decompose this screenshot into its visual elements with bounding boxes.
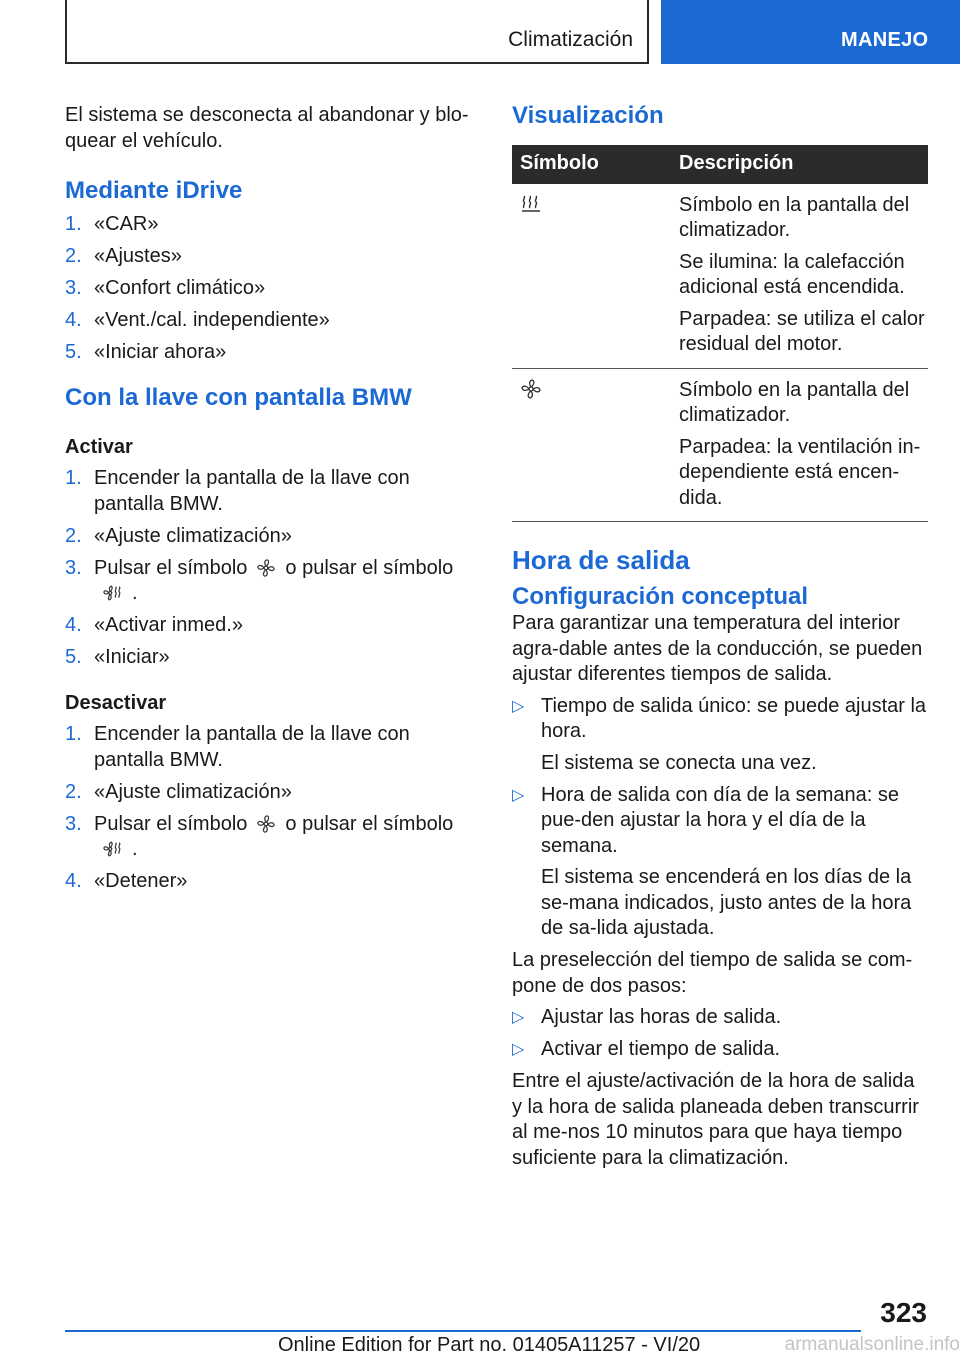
list-item: ▷ Tiempo de salida único: se puede ajustar la hora. El sistema se conecta una vez. [512, 694, 927, 774]
triangle-bullet-icon: ▷ [512, 786, 525, 804]
row-text: Símbolo en la pantalla del climatizador. [679, 193, 910, 241]
paragraph: La preselección del tiempo de salida se com-pone de dos pasos: [512, 949, 913, 997]
paragraph: Entre el ajuste/activación de la hora de salida y la hora de salida planeada deben transcurrir al me-nos 10 minutos para que haya tiempo suficiente para la climatización. [512, 1070, 919, 1169]
bullet-list [512, 1005, 928, 1063]
list-item: 1. «CAR» [65, 212, 159, 235]
table-header-description: Descripción [679, 145, 928, 184]
intro-paragraph: El sistema se desconecta al abandonar y blo-quear el vehículo. [65, 104, 469, 152]
list-item: 4. «Detener» [65, 870, 188, 892]
activar-steps [65, 466, 470, 671]
table-row [512, 184, 928, 369]
heading-bmw-key: Con la llave con pantalla BMW [65, 384, 412, 411]
list-item: 1. Encender la pantalla de la llave con pantalla BMW. [65, 723, 410, 771]
heading-activar: Activar [65, 435, 133, 458]
list-item: ▷ Hora de salida con día de la semana: se pue-den ajustar la hora y el día de la semana. El sistema se encenderá en los días de la se-mana indicados, justo antes de la hora de sa-lida ajustada. [512, 783, 912, 939]
bullet-list [512, 694, 928, 942]
row-text: Parpadea: la ventilación in-dependiente está encen-dida. [679, 435, 921, 509]
list-item: 2. «Ajustes» [65, 244, 182, 267]
fan-icon [255, 814, 277, 834]
list-item: 2. «Ajuste climatización» [65, 524, 292, 547]
page-number: 323 [880, 1297, 927, 1328]
heading-idrive: Mediante iDrive [65, 177, 243, 204]
list-item: 4. «Vent./cal. independiente» [65, 308, 330, 331]
triangle-bullet-icon: ▷ [512, 1009, 525, 1026]
header-section-title: Climatización [508, 28, 633, 51]
watermark: armanualsonline.info [784, 1334, 960, 1355]
desactivar-steps [65, 722, 470, 895]
header-chapter-tab[interactable] [661, 0, 960, 64]
list-item: 3. Pulsar el símbolo o pulsar el símbolo. [65, 812, 454, 860]
fan-icon [520, 378, 542, 400]
list-item: 4. «Activar inmed.» [65, 614, 243, 636]
triangle-bullet-icon: ▷ [512, 697, 525, 715]
header-chapter-label: MANEJO [841, 29, 929, 51]
right-column [512, 103, 928, 1171]
list-item: 1. Encender la pantalla de la llave con pantalla BMW. [65, 467, 410, 515]
idrive-steps [65, 212, 470, 366]
list-item: 3. «Confort climático» [65, 276, 266, 299]
fan-icon [255, 558, 277, 578]
list-item: 2. «Ajuste climatización» [65, 780, 292, 803]
heat-waves-icon [520, 193, 542, 215]
fan-heat-icon [102, 583, 124, 603]
list-item: 5. «Iniciar» [65, 646, 170, 668]
heading-desactivar: Desactivar [65, 691, 167, 714]
list-item: 3. Pulsar el símbolo o pulsar el símbolo. [65, 556, 454, 604]
table-header-symbol: Símbolo [512, 145, 679, 184]
row-text: Se ilumina: la calefacción adicional está encendida. [679, 250, 905, 298]
list-item: ▷ Ajustar las horas de salida. [512, 1005, 928, 1031]
fan-heat-icon [102, 839, 124, 859]
row-text: Parpadea: se utiliza el calor residual del motor. [679, 307, 925, 355]
heading-configuracion: Configuración conceptual [512, 582, 809, 610]
paragraph: Para garantizar una temperatura del interior agra-dable antes de la conducción, se pueden ajustar diferentes tiempos de salida. [512, 612, 923, 685]
heading-visualizacion: Visualización [512, 102, 664, 129]
row-text: Símbolo en la pantalla del climatizador. [679, 378, 910, 426]
triangle-bullet-icon: ▷ [512, 1041, 525, 1058]
symbol-table [512, 145, 928, 523]
header-section-box [65, 0, 649, 64]
table-row [512, 368, 928, 522]
footer-divider [65, 1330, 861, 1332]
left-column [65, 103, 470, 901]
footer-edition: Online Edition for Part no. 01405A11257 - VI/20 [278, 1334, 701, 1356]
list-item: ▷ Activar el tiempo de salida. [512, 1037, 928, 1063]
heading-hora-salida: Hora de salida [512, 545, 690, 575]
list-item: 5. «Iniciar ahora» [65, 340, 227, 363]
